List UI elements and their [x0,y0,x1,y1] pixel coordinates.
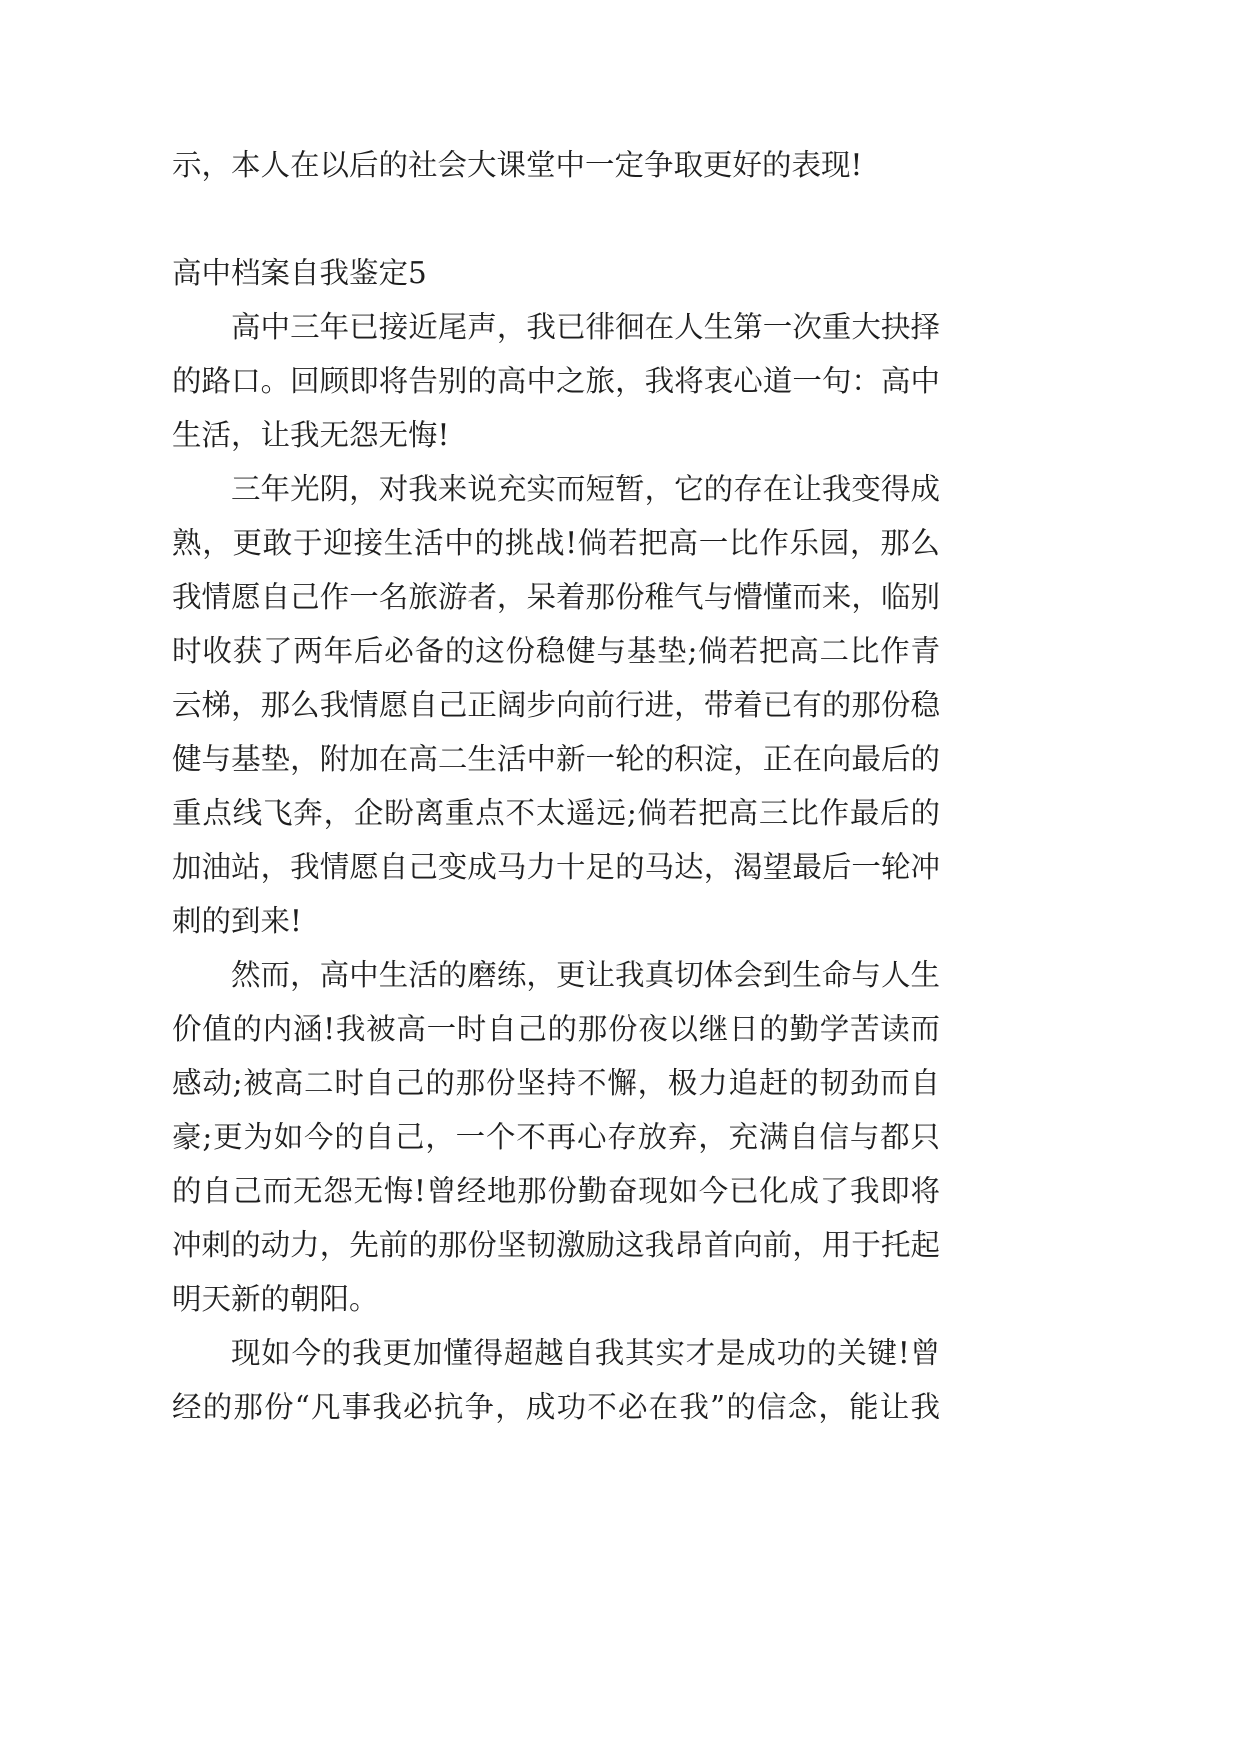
text-line: 然而，高中生活的磨练，更让我真切体会到生命与人生 [231,958,941,992]
text-line: 时收获了两年后必备的这份稳健与基垫;倘若把高二比作青 [172,634,941,668]
text-line: 我情愿自己作一名旅游者，呆着那份稚气与懵懂而来，临别 [172,580,941,614]
section-heading: 高中档案自我鉴定5 [172,256,427,290]
continuation-line: 示，本人在以后的社会大课堂中一定争取更好的表现! [172,148,863,182]
document-body [172,138,940,1434]
text-line: 云梯，那么我情愿自己正阔步向前行进，带着已有的那份稳 [172,688,941,722]
text-line: 感动;被高二时自己的那份坚持不懈，极力追赶的韧劲而自 [172,1066,941,1100]
text-line: 冲刺的动力，先前的那份坚韧激励这我昂首向前，用于托起 [172,1228,941,1262]
blank-line [172,192,940,246]
body-paragraph [172,300,940,462]
text-line: 健与基垫，附加在高二生活中新一轮的积淀，正在向最后的 [172,742,941,776]
body-paragraph [172,948,940,1326]
text-line: 三年光阴，对我来说充实而短暂，它的存在让我变得成 [231,472,941,506]
text-line: 经的那份“凡事我必抗争，成功不必在我”的信念，能让我 [172,1390,942,1424]
text-line: 豪;更为如今的自己，一个不再心存放弃，充满自信与都只 [172,1120,941,1154]
text-line: 生活，让我无怨无悔! [172,418,450,452]
text-line: 价值的内涵!我被高一时自己的那份夜以继日的勤学苦读而 [172,1012,941,1046]
text-line: 现如今的我更加懂得超越自我其实才是成功的关键!曾 [231,1336,941,1370]
text-line: 的自己而无怨无悔!曾经地那份勤奋现如今已化成了我即将 [172,1174,941,1208]
text-line: 熟，更敢于迎接生活中的挑战!倘若把高一比作乐园，那么 [172,526,941,560]
text-line: 高中三年已接近尾声，我已徘徊在人生第一次重大抉择 [231,310,941,344]
text-line: 的路口。回顾即将告别的高中之旅，我将衷心道一句：高中 [172,364,941,398]
body-paragraph [172,462,940,948]
text-line: 刺的到来! [172,904,302,938]
body-paragraph [172,1326,940,1434]
text-line: 明天新的朝阳。 [172,1282,379,1316]
text-line: 加油站，我情愿自己变成马力十足的马达，渴望最后一轮冲 [172,850,941,884]
text-line: 重点线飞奔，企盼离重点不太遥远;倘若把高三比作最后的 [172,796,941,830]
